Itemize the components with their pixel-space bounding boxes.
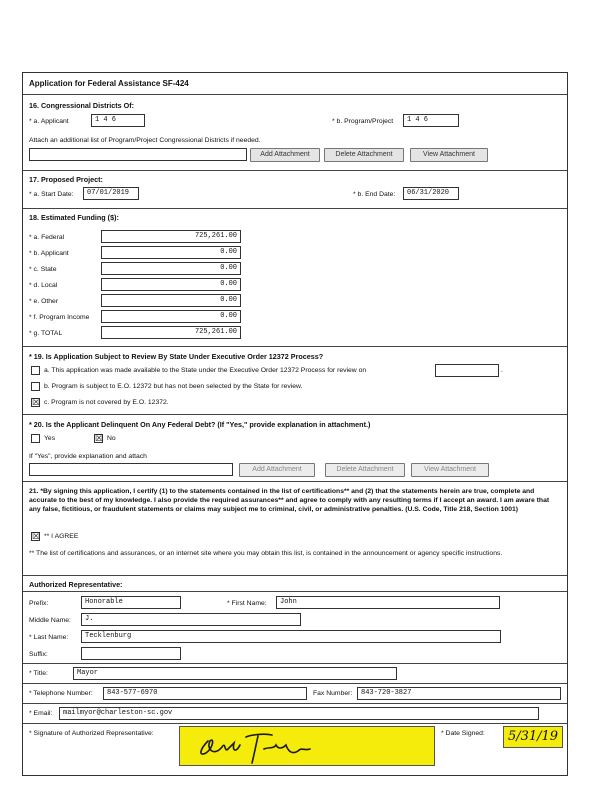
funding-label-federal: * a. Federal xyxy=(29,234,65,241)
suffix-field[interactable] xyxy=(81,647,181,660)
sf424-form xyxy=(22,72,568,776)
review-date-field[interactable] xyxy=(435,364,499,377)
debt-yes-label: Yes xyxy=(44,435,56,442)
review-option-c-label: c. Program is not covered by E.O. 12372. xyxy=(44,399,169,406)
funding-field-federal[interactable]: 725,261.00 xyxy=(101,230,241,243)
agree-checkbox[interactable]: ☒ xyxy=(32,531,41,541)
funding-field-applicant[interactable]: 0.00 xyxy=(101,246,241,259)
funding-field-total[interactable]: 725,261.00 xyxy=(101,326,241,339)
debt-view-attachment-button[interactable]: View Attachment xyxy=(411,463,489,477)
section-federal-debt xyxy=(23,414,567,481)
section-proposed-project xyxy=(23,170,567,208)
certification-text: 21. *By signing this application, I certify (1) to the statements contained in the list of certifications** and (2) that the statements herein are true, complete and accurate to the best of my knowledge. I also provide the required assurances** and agree to comply with any resulting terms if I accept an award. I am aware that any false, fictitious, or fraudulent statements or claims may subject me to criminal, civil, or administrative penalties. (U.S. Code, Title 218, Section 1001) xyxy=(29,488,550,513)
section-header: * 19. Is Application Subject to Review By State Under Executive Order 12372 Process? xyxy=(29,352,324,361)
funding-label-total: * g. TOTAL xyxy=(29,330,63,337)
section-rep-signature xyxy=(23,723,567,775)
section-authorized-rep-header xyxy=(23,575,567,591)
first-name-label: * First Name: xyxy=(227,600,267,607)
program-district-label: * b. Program/Project xyxy=(332,118,394,125)
applicant-district-field[interactable]: 1 4 6 xyxy=(91,114,145,127)
section-header: 17. Proposed Project: xyxy=(29,175,103,184)
funding-label-state: * c. State xyxy=(29,266,57,273)
debt-no-checkbox[interactable]: ☒ xyxy=(95,433,104,443)
funding-label-applicant: * b. Applicant xyxy=(29,250,69,257)
review-date-period: . xyxy=(501,367,503,374)
applicant-district-label: * a. Applicant xyxy=(29,118,69,125)
debt-add-attachment-button[interactable]: Add Attachment xyxy=(239,463,315,477)
agree-label: ** I AGREE xyxy=(44,533,79,540)
telephone-field[interactable]: 843-577-6970 xyxy=(103,687,307,700)
start-date-label: * a. Start Date: xyxy=(29,191,74,198)
funding-label-local: * d. Local xyxy=(29,282,58,289)
title-label: * Title: xyxy=(29,670,48,677)
section-header: Authorized Representative: xyxy=(29,580,123,589)
first-name-field[interactable]: John xyxy=(276,596,500,609)
signature-label: * Signature of Authorized Representative: xyxy=(29,730,154,737)
review-option-c-checkbox[interactable]: ☒ xyxy=(32,397,41,407)
section-estimated-funding xyxy=(23,208,567,346)
telephone-label: * Telephone Number: xyxy=(29,690,93,697)
section-rep-title xyxy=(23,663,567,683)
suffix-label: Suffix: xyxy=(29,651,48,658)
debt-yes-checkbox[interactable] xyxy=(31,434,40,443)
title-field[interactable]: Mayor xyxy=(73,667,397,680)
date-signed-field[interactable] xyxy=(503,726,563,748)
middle-name-field[interactable]: J. xyxy=(81,613,301,626)
email-field[interactable]: mailmyor@charleston-sc.gov xyxy=(59,707,539,720)
section-eo12372-review xyxy=(23,346,567,414)
debt-attachment-field[interactable] xyxy=(29,463,233,476)
add-attachment-button[interactable]: Add Attachment xyxy=(250,148,320,162)
fax-label: Fax Number: xyxy=(313,690,353,697)
section-certification xyxy=(23,481,567,575)
debt-no-label: No xyxy=(107,435,116,442)
section-header: 16. Congressional Districts Of: xyxy=(29,101,135,110)
funding-field-other[interactable]: 0.00 xyxy=(101,294,241,307)
section-congressional-districts xyxy=(23,94,567,170)
review-option-b-label: b. Program is subject to E.O. 12372 but has not been selected by the State for review. xyxy=(44,383,303,390)
districts-attachment-field[interactable] xyxy=(29,148,247,161)
section-rep-email xyxy=(23,703,567,723)
debt-explain-label: If "Yes", provide explanation and attach xyxy=(29,453,147,460)
attach-districts-label: Attach an additional list of Program/Project Congressional Districts if needed. xyxy=(29,137,261,144)
start-date-field[interactable]: 07/01/2019 xyxy=(83,187,139,200)
section-header: 18. Estimated Funding ($): xyxy=(29,213,119,222)
email-label: * Email: xyxy=(29,710,53,717)
funding-field-local[interactable]: 0.00 xyxy=(101,278,241,291)
view-attachment-button[interactable]: View Attachment xyxy=(410,148,488,162)
funding-label-program-income: * f. Program Income xyxy=(29,314,90,321)
funding-label-other: * e. Other xyxy=(29,298,59,305)
last-name-label: * Last Name: xyxy=(29,634,69,641)
handwritten-signature-icon xyxy=(180,727,434,765)
end-date-label: * b. End Date: xyxy=(353,191,396,198)
form-title: Application for Federal Assistance SF-424 xyxy=(29,79,189,88)
funding-field-program-income[interactable]: 0.00 xyxy=(101,310,241,323)
program-district-field[interactable]: 1 4 6 xyxy=(403,114,459,127)
review-option-b-checkbox[interactable] xyxy=(31,382,40,391)
end-date-field[interactable]: 06/31/2020 xyxy=(403,187,459,200)
middle-name-label: Middle Name: xyxy=(29,617,71,624)
debt-delete-attachment-button[interactable]: Delete Attachment xyxy=(325,463,405,477)
section-rep-name xyxy=(23,591,567,663)
date-signed-value: 5/31/19 xyxy=(507,729,559,744)
review-option-a-label: a. This application was made available to the State under the Executive Order 12372 Process for review on xyxy=(44,367,367,374)
last-name-field[interactable]: Tecklenburg xyxy=(81,630,501,643)
delete-attachment-button[interactable]: Delete Attachment xyxy=(324,148,404,162)
fax-field[interactable]: 843-720-3827 xyxy=(357,687,561,700)
date-signed-label: * Date Signed: xyxy=(441,730,485,737)
section-rep-contact xyxy=(23,683,567,703)
signature-field[interactable] xyxy=(179,726,435,766)
certification-note: ** The list of certifications and assurances, or an internet site where you may obtain this list, is contained in the announcement or agency specific instructions. xyxy=(29,550,503,557)
section-header: * 20. Is the Applicant Delinquent On Any Federal Debt? (If "Yes," provide explanation in attachment.) xyxy=(29,420,371,429)
funding-field-state[interactable]: 0.00 xyxy=(101,262,241,275)
review-option-a-checkbox[interactable] xyxy=(31,366,40,375)
prefix-field[interactable]: Honorable xyxy=(81,596,181,609)
prefix-label: Prefix: xyxy=(29,600,49,607)
